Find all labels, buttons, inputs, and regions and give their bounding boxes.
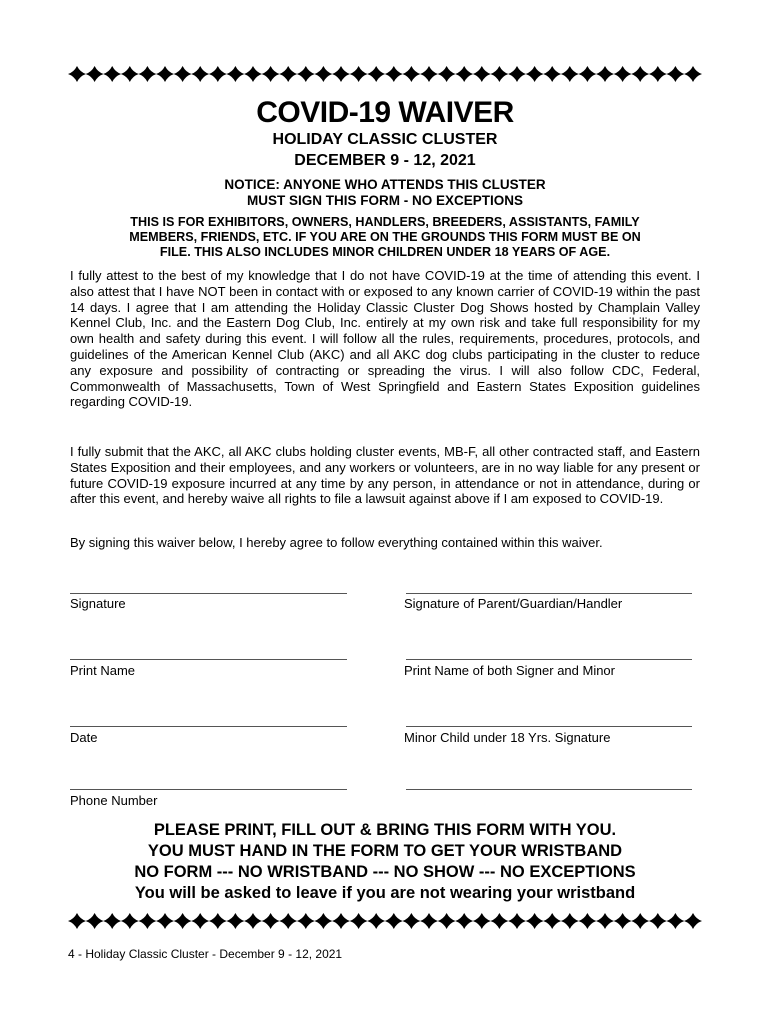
diamond-ornament xyxy=(350,913,368,929)
diamond-ornament xyxy=(666,913,684,929)
diamond-border-icon xyxy=(68,65,702,83)
closing-line-3: NO FORM --- NO WRISTBAND --- NO SHOW --- NO EXCEPTIONS xyxy=(134,863,636,881)
scope-notice xyxy=(70,215,700,260)
diamond-ornament xyxy=(138,66,156,82)
diamond-ornament xyxy=(455,913,473,929)
event-name: HOLIDAY CLASSIC CLUSTER xyxy=(272,131,498,148)
diamond-ornament xyxy=(332,66,350,82)
date-line[interactable] xyxy=(70,726,347,727)
print-name-both-line[interactable] xyxy=(406,659,692,660)
diamond-ornament xyxy=(490,66,508,82)
attestation-paragraph: I fully attest to the best of my knowledge that I do not have COVID-19 at the time of attending this event. I also attest that I have NOT been in contact with or exposed to any known carrier of COVID-19 within the past 14 days. I agree that I am attending the Holiday Classic Cluster Dog Shows hosted by Champlain Valley Kennel Club, Inc. and the Eastern Dog Club, Inc. entirely at my own risk and take full responsibility for my own health and safety during this event. I will follow all the rules, requirements, procedures, protocols, and guidelines of the American Kennel Club (AKC) and all AKC dog clubs participating in the cluster to reduce any exposure and possibility of contracting or spreading the virus. I will also follow CDC, Federal, Commonwealth of Massachusetts, Town of West Springfield and Eastern States Exposition guidelines regarding COVID-19. xyxy=(70,268,700,410)
diamond-ornament xyxy=(191,66,209,82)
diamond-ornament xyxy=(543,913,561,929)
diamond-ornament xyxy=(367,66,385,82)
diamond-ornament xyxy=(209,66,227,82)
diamond-ornament xyxy=(86,66,104,82)
print-name-label: Print Name xyxy=(70,663,136,678)
diamond-ornament xyxy=(684,66,702,82)
diamond-ornament xyxy=(226,913,244,929)
diamond-ornament xyxy=(279,66,297,82)
diamond-ornament xyxy=(543,66,561,82)
minor-signature-label: Minor Child under 18 Yrs. Signature xyxy=(404,730,611,745)
diamond-ornament xyxy=(103,66,121,82)
diamond-ornament xyxy=(596,913,614,929)
diamond-ornament xyxy=(350,66,368,82)
diamond-ornament xyxy=(578,66,596,82)
phone-label: Phone Number xyxy=(70,793,158,808)
diamond-ornament xyxy=(226,66,244,82)
diamond-ornament xyxy=(490,913,508,929)
diamond-ornament xyxy=(631,66,649,82)
diamond-ornament xyxy=(666,66,684,82)
diamond-ornament xyxy=(209,913,227,929)
diamond-ornament xyxy=(262,913,280,929)
diamond-ornament xyxy=(103,913,121,929)
diamond-ornament xyxy=(596,66,614,82)
diamond-ornament xyxy=(420,66,438,82)
scope-line-3: FILE. THIS ALSO INCLUDES MINOR CHILDREN UNDER 18 YEARS OF AGE. xyxy=(159,245,611,259)
diamond-ornament xyxy=(473,66,491,82)
diamond-ornament xyxy=(174,913,192,929)
date-label: Date xyxy=(70,730,98,745)
diamond-ornament xyxy=(526,66,544,82)
diamond-ornament xyxy=(314,66,332,82)
closing-line-2: YOU MUST HAND IN THE FORM TO GET YOUR WRISTBAND xyxy=(147,842,623,860)
diamond-ornament xyxy=(121,66,139,82)
diamond-ornament xyxy=(138,913,156,929)
diamond-ornament xyxy=(279,913,297,929)
diamond-ornament xyxy=(86,913,104,929)
form-title: COVID-19 WAIVER xyxy=(256,96,514,129)
scope-line-2: MEMBERS, FRIENDS, ETC. IF YOU ARE ON THE GROUNDS THIS FORM MUST BE ON xyxy=(129,230,641,244)
agreement-paragraph: By signing this waiver below, I hereby agree to follow everything contained within this waiver. xyxy=(70,535,603,550)
diamond-ornament xyxy=(649,913,667,929)
diamond-ornament xyxy=(402,913,420,929)
print-name-both-label: Print Name of both Signer and Minor xyxy=(404,663,615,678)
diamond-ornament xyxy=(631,913,649,929)
minor-signature-line[interactable] xyxy=(406,726,692,727)
diamond-ornament xyxy=(297,913,315,929)
diamond-ornament xyxy=(473,913,491,929)
scope-line-1: THIS IS FOR EXHIBITORS, OWNERS, HANDLERS, BREEDERS, ASSISTANTS, FAMILY xyxy=(130,215,640,229)
diamond-ornament xyxy=(455,66,473,82)
diamond-ornament xyxy=(367,913,385,929)
diamond-ornament xyxy=(508,913,526,929)
liability-paragraph: I fully submit that the AKC, all AKC clubs holding cluster events, MB-F, all other contracted staff, and Eastern States Exposition and their employees, and any workers or volunteers, are in no way liable for any present or future COVID-19 exposure incurred at any time by any person, in attendance or not in attendance, during or after this event, and hereby waive all rights to file a lawsuit against above if I am exposed to COVID-19. xyxy=(70,444,700,507)
diamond-ornament xyxy=(561,66,579,82)
diamond-ornament xyxy=(526,913,544,929)
diamond-ornament xyxy=(68,66,86,82)
diamond-ornament xyxy=(684,913,702,929)
closing-instructions xyxy=(0,820,770,904)
diamond-ornament xyxy=(156,66,174,82)
event-dates: DECEMBER 9 - 12, 2021 xyxy=(294,152,476,169)
bottom-decorative-border xyxy=(68,912,702,930)
diamond-ornament xyxy=(314,913,332,929)
diamond-ornament xyxy=(649,66,667,82)
diamond-ornament xyxy=(262,66,280,82)
signature-label: Signature xyxy=(70,596,126,611)
closing-line-1: PLEASE PRINT, FILL OUT & BRING THIS FORM WITH YOU. xyxy=(153,821,617,839)
blank-line xyxy=(406,789,692,790)
notice-line-1: NOTICE: ANYONE WHO ATTENDS THIS CLUSTER xyxy=(224,177,546,192)
diamond-ornament xyxy=(561,913,579,929)
diamond-ornament xyxy=(438,913,456,929)
signature-line[interactable] xyxy=(70,593,347,594)
diamond-ornament xyxy=(156,913,174,929)
diamond-ornament xyxy=(174,66,192,82)
diamond-ornament xyxy=(402,66,420,82)
page-footer: 4 - Holiday Classic Cluster - December 9 - 12, 2021 xyxy=(68,947,343,961)
diamond-ornament xyxy=(332,913,350,929)
notice-line-2: MUST SIGN THIS FORM - NO EXCEPTIONS xyxy=(246,193,523,208)
closing-line-4: You will be asked to leave if you are not wearing your wristband xyxy=(134,884,636,902)
diamond-ornament xyxy=(420,913,438,929)
diamond-ornament xyxy=(508,66,526,82)
diamond-ornament xyxy=(385,913,403,929)
top-decorative-border xyxy=(68,65,702,83)
diamond-ornament xyxy=(614,913,632,929)
print-name-line[interactable] xyxy=(70,659,347,660)
diamond-ornament xyxy=(244,913,262,929)
diamond-ornament xyxy=(121,913,139,929)
phone-line[interactable] xyxy=(70,789,347,790)
diamond-ornament xyxy=(385,66,403,82)
diamond-ornament xyxy=(297,66,315,82)
diamond-border-icon xyxy=(68,912,702,930)
diamond-ornament xyxy=(438,66,456,82)
diamond-ornament xyxy=(614,66,632,82)
diamond-ornament xyxy=(191,913,209,929)
diamond-ornament xyxy=(68,913,86,929)
parent-signature-label: Signature of Parent/Guardian/Handler xyxy=(404,596,623,611)
diamond-ornament xyxy=(244,66,262,82)
diamond-ornament xyxy=(578,913,596,929)
parent-signature-line[interactable] xyxy=(406,593,692,594)
